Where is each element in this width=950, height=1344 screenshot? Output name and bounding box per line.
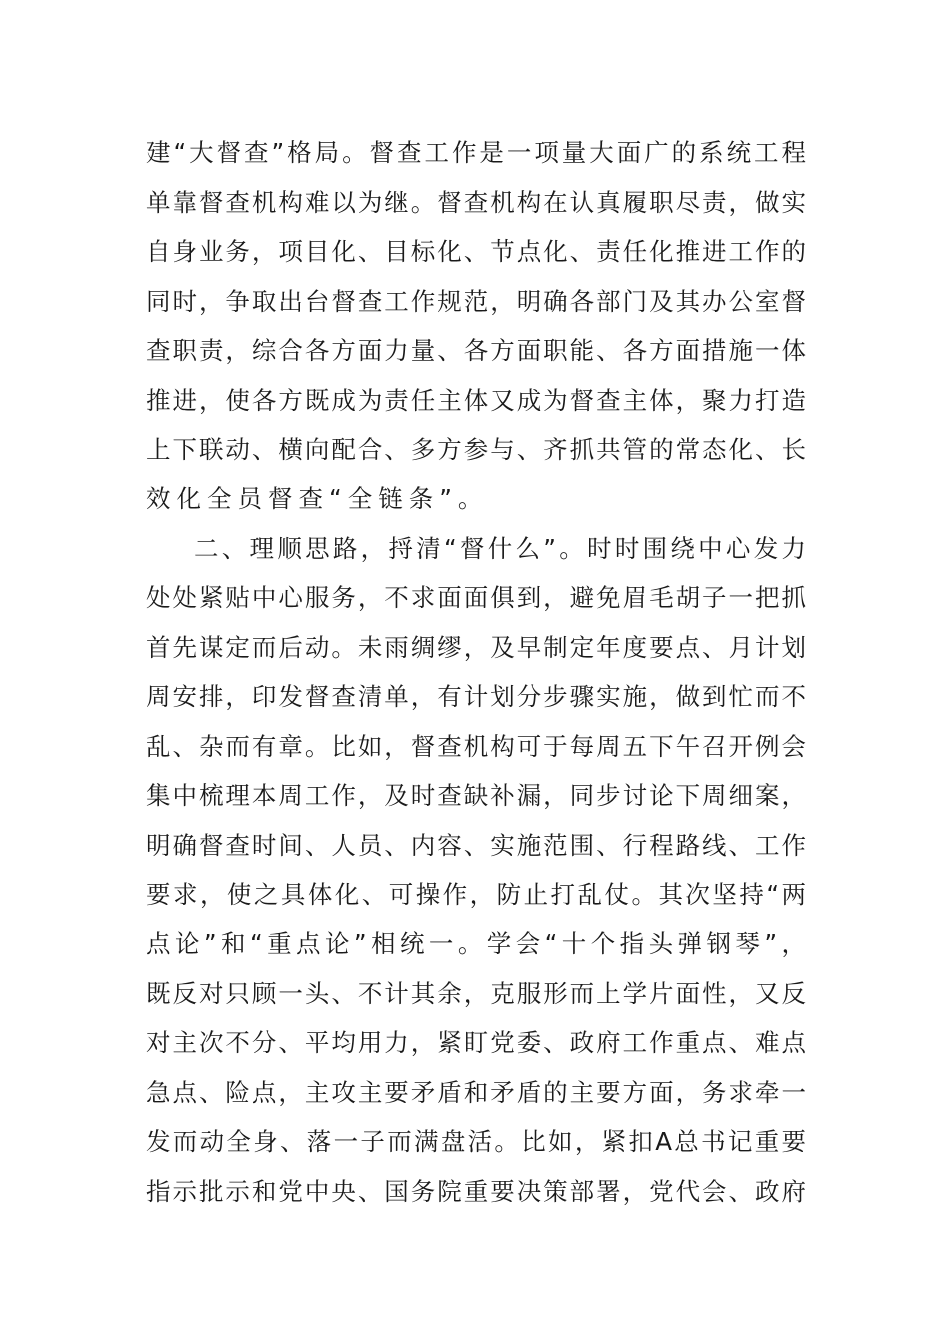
text-line: 集中梳理本周工作，及时查缺补漏，同步讨论下周细案， xyxy=(146,781,806,810)
text-line: 明确督查时间、人员、内容、实施范围、行程路线、工作 xyxy=(146,831,806,860)
text-line: 乱、杂而有章。比如，督查机构可于每周五下午召开例会 xyxy=(146,732,806,761)
text-line: 同时，争取出台督查工作规范，明确各部门及其办公室督 xyxy=(146,287,806,316)
text-line: 首先谋定而后动。未雨绸缪，及早制定年度要点、月计划 xyxy=(146,633,806,662)
text-line: 查职责，综合各方面力量、各方面职能、各方面措施一体 xyxy=(146,336,806,365)
text-line: 要求，使之具体化、可操作，防止打乱仗。其次坚持“两 xyxy=(146,880,806,909)
text-line: 既反对只顾一头、不计其余，克服形而上学片面性，又反 xyxy=(146,979,806,1008)
paragraph-end-line: 效化全员督查“全链条”。 xyxy=(146,484,489,513)
text-line: 推进，使各方既成为责任主体又成为督查主体，聚力打造 xyxy=(146,386,806,415)
text-line: 周安排，印发督查清单，有计划分步骤实施，做到忙而不 xyxy=(146,682,806,711)
text-line: 上下联动、横向配合、多方参与、齐抓共管的常态化、长 xyxy=(146,435,806,464)
text-line: 对主次不分、平均用力，紧盯党委、政府工作重点、难点 xyxy=(146,1028,806,1057)
text-line: 点论”和“重点论”相统一。学会“十个指头弹钢琴”， xyxy=(146,929,806,958)
text-line: 单靠督查机构难以为继。督查机构在认真履职尽责，做实 xyxy=(146,188,806,217)
text-line: 自身业务，项目化、目标化、节点化、责任化推进工作的 xyxy=(146,237,806,266)
text-line: 急点、险点，主攻主要矛盾和矛盾的主要方面，务求牵一 xyxy=(146,1078,806,1107)
text-line: 发而动全身、落一子而满盘活。比如，紧扣A总书记重要 xyxy=(146,1127,806,1156)
text-line: 建“大督查”格局。督查工作是一项量大面广的系统工程 xyxy=(146,138,806,167)
text-line: 处处紧贴中心服务，不求面面俱到，避免眉毛胡子一把抓 xyxy=(146,583,806,612)
text-line: 指示批示和党中央、国务院重要决策部署，党代会、政府 xyxy=(146,1177,806,1206)
paragraph-heading-line: 二、理顺思路，捋清“督什么”。时时围绕中心发力 xyxy=(194,534,806,563)
